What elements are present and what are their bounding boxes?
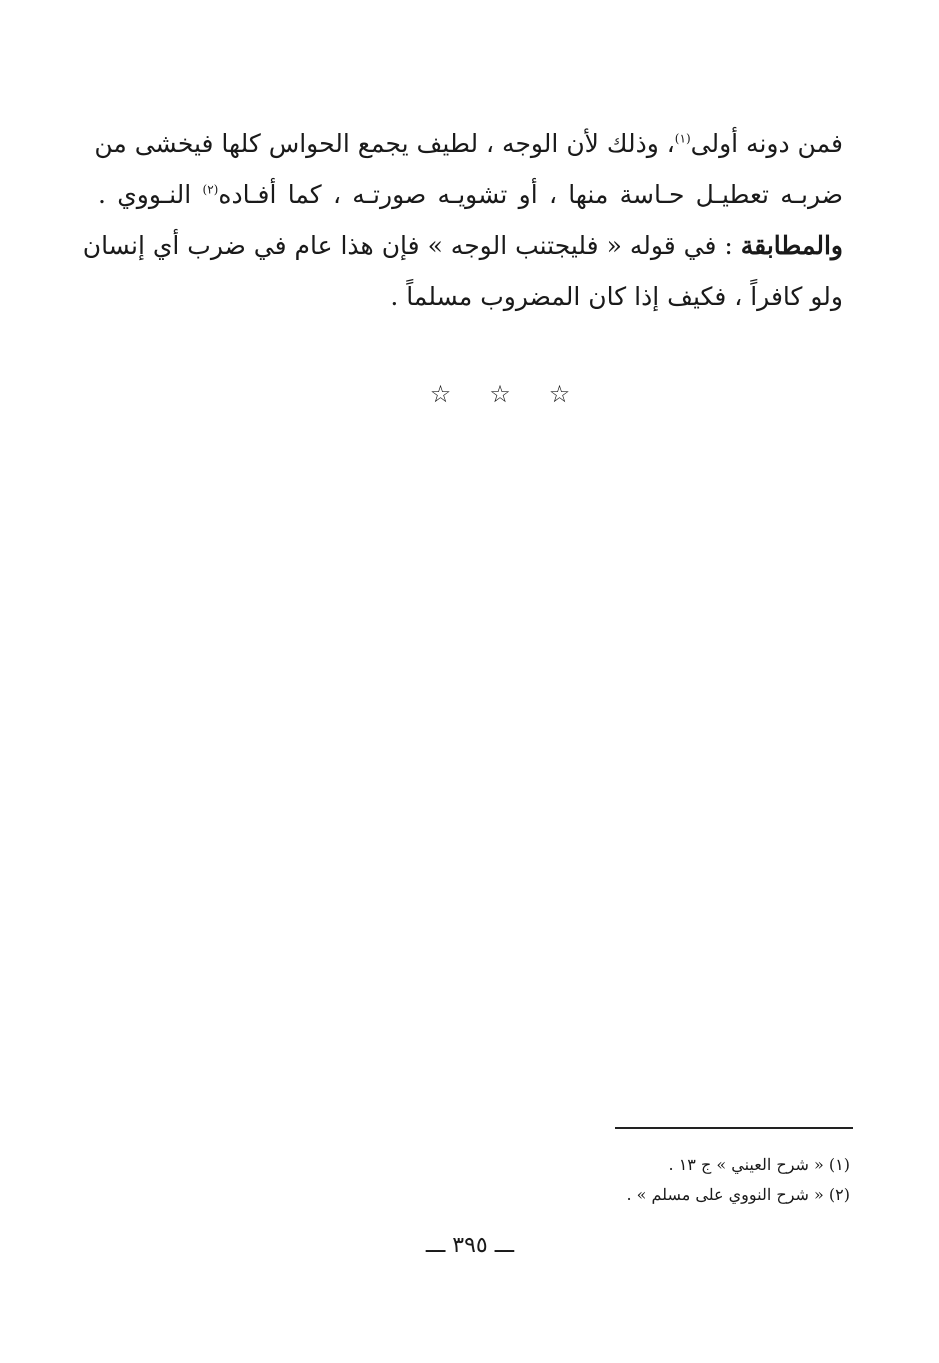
text-line-3-rest: : في قوله « فليجتنب الوجه » فإن هذا عام في ضرب أي إنسان bbox=[82, 231, 741, 260]
text-line-3 bbox=[82, 220, 843, 271]
text-line-2-part-b: النـووي . bbox=[98, 180, 203, 209]
star-icon: ☆ bbox=[489, 380, 511, 408]
footnote-ref-2: (٢) bbox=[202, 182, 219, 197]
text-line-2-part-a: ضربـه تعطيـل حـاسة منها ، أو تشويـه صورتـه ، كما أفـاده bbox=[218, 180, 844, 209]
section-separator bbox=[400, 380, 600, 408]
text-line-4: ولو كافراً ، فكيف إذا كان المضروب مسلماً . bbox=[390, 282, 843, 311]
keyword-bold: والمطابقة bbox=[740, 231, 843, 260]
footnote-2: (٢) « شرح النووي على مسلم » . bbox=[626, 1185, 850, 1204]
page-number: ـــ ٣٩٥ ـــ bbox=[425, 1233, 515, 1258]
footnote-divider bbox=[615, 1127, 853, 1129]
text-line-1-part-b: ، وذلك لأن الوجه ، لطيف يجمع الحواس كلها فيخشى من bbox=[94, 129, 675, 158]
main-text-block bbox=[82, 118, 844, 322]
footnote-1: (١) « شرح العيني » ج ١٣ . bbox=[668, 1155, 850, 1174]
text-line-2 bbox=[98, 169, 843, 220]
footnote-ref-1: (١) bbox=[674, 131, 691, 146]
text-line-1 bbox=[94, 118, 843, 169]
star-icon: ☆ bbox=[429, 380, 452, 408]
footnotes bbox=[500, 1150, 850, 1210]
text-line-1-part-a: فمن دونه أولى bbox=[690, 129, 843, 158]
star-icon: ☆ bbox=[548, 380, 571, 408]
